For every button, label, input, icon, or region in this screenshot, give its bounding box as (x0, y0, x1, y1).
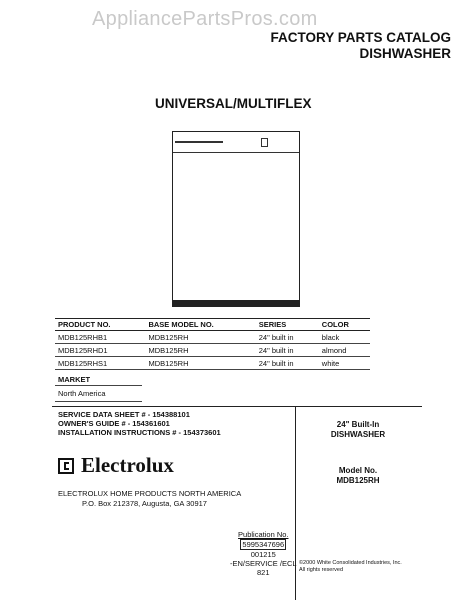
control-panel (173, 132, 299, 153)
panel-handle (261, 138, 268, 147)
market-label: MARKET (55, 374, 142, 386)
publication-date: 001215 (250, 550, 276, 559)
document-references (58, 410, 221, 437)
model-number-block (298, 466, 418, 486)
watermark: AppliancePartsPros.com (92, 8, 318, 30)
market-box (55, 374, 142, 402)
table-cell: MDB125RHD1 (55, 344, 145, 357)
product-type: DISHWASHER (330, 430, 386, 439)
dishwasher-drawing (172, 131, 300, 307)
table-row (55, 331, 370, 344)
table-cell: MDB125RHS1 (55, 357, 145, 370)
model-value: MDB125RH (336, 476, 380, 485)
header-color: COLOR (319, 319, 370, 331)
publication-dept: -EN/SERVICE /ECL (230, 559, 297, 568)
product-size: 24" Built-In (336, 420, 380, 429)
service-data-sheet: SERVICE DATA SHEET # - 154388101 (58, 410, 190, 419)
catalog-title (270, 30, 451, 62)
publication-number: 5995347696 (242, 540, 285, 549)
product-description (298, 420, 418, 440)
header-series: SERIES (256, 319, 319, 331)
electrolux-logo (58, 453, 174, 478)
publication-block (230, 530, 297, 577)
table-row (55, 357, 370, 370)
company-name: ELECTROLUX HOME PRODUCTS NORTH AMERICA (58, 489, 242, 498)
table-cell: MDB125RH (145, 357, 255, 370)
catalog-title-line1: FACTORY PARTS CATALOG (270, 30, 451, 45)
owners-guide: OWNER'S GUIDE # - 154361601 (58, 419, 170, 428)
catalog-title-line2: DISHWASHER (359, 46, 451, 61)
models-table-header (55, 319, 370, 331)
series-title: UNIVERSAL/MULTIFLEX (155, 96, 312, 111)
table-cell: white (319, 357, 370, 370)
copyright-notice (299, 560, 402, 574)
publication-code: 821 (257, 568, 270, 577)
table-cell: 24" built in (256, 344, 319, 357)
market-value: North America (55, 386, 142, 402)
copyright-line2: All rights reserved (299, 567, 344, 573)
header-base-model-no: BASE MODEL NO. (145, 319, 255, 331)
panel-strip (175, 141, 223, 143)
toe-kick (173, 300, 299, 306)
table-row (55, 344, 370, 357)
table-cell: black (319, 331, 370, 344)
table-cell: MDB125RH (145, 331, 255, 344)
header-product-no: PRODUCT NO. (55, 319, 145, 331)
publication-label: Publication No. (238, 530, 289, 539)
electrolux-icon (58, 458, 74, 474)
models-table (55, 318, 370, 370)
table-cell: almond (319, 344, 370, 357)
installation-instructions: INSTALLATION INSTRUCTIONS # - 154373601 (58, 428, 221, 437)
company-address: P.O. Box 212378, Augusta, GA 30917 (82, 499, 207, 508)
copyright-line1: ©2000 White Consolidated Industries, Inc. (299, 560, 402, 566)
table-cell: MDB125RHB1 (55, 331, 145, 344)
table-cell: 24" built in (256, 357, 319, 370)
model-label: Model No. (338, 466, 378, 475)
table-cell: MDB125RH (145, 344, 255, 357)
table-cell: 24" built in (256, 331, 319, 344)
brand-name: Electrolux (81, 453, 174, 477)
section-divider (52, 406, 422, 407)
